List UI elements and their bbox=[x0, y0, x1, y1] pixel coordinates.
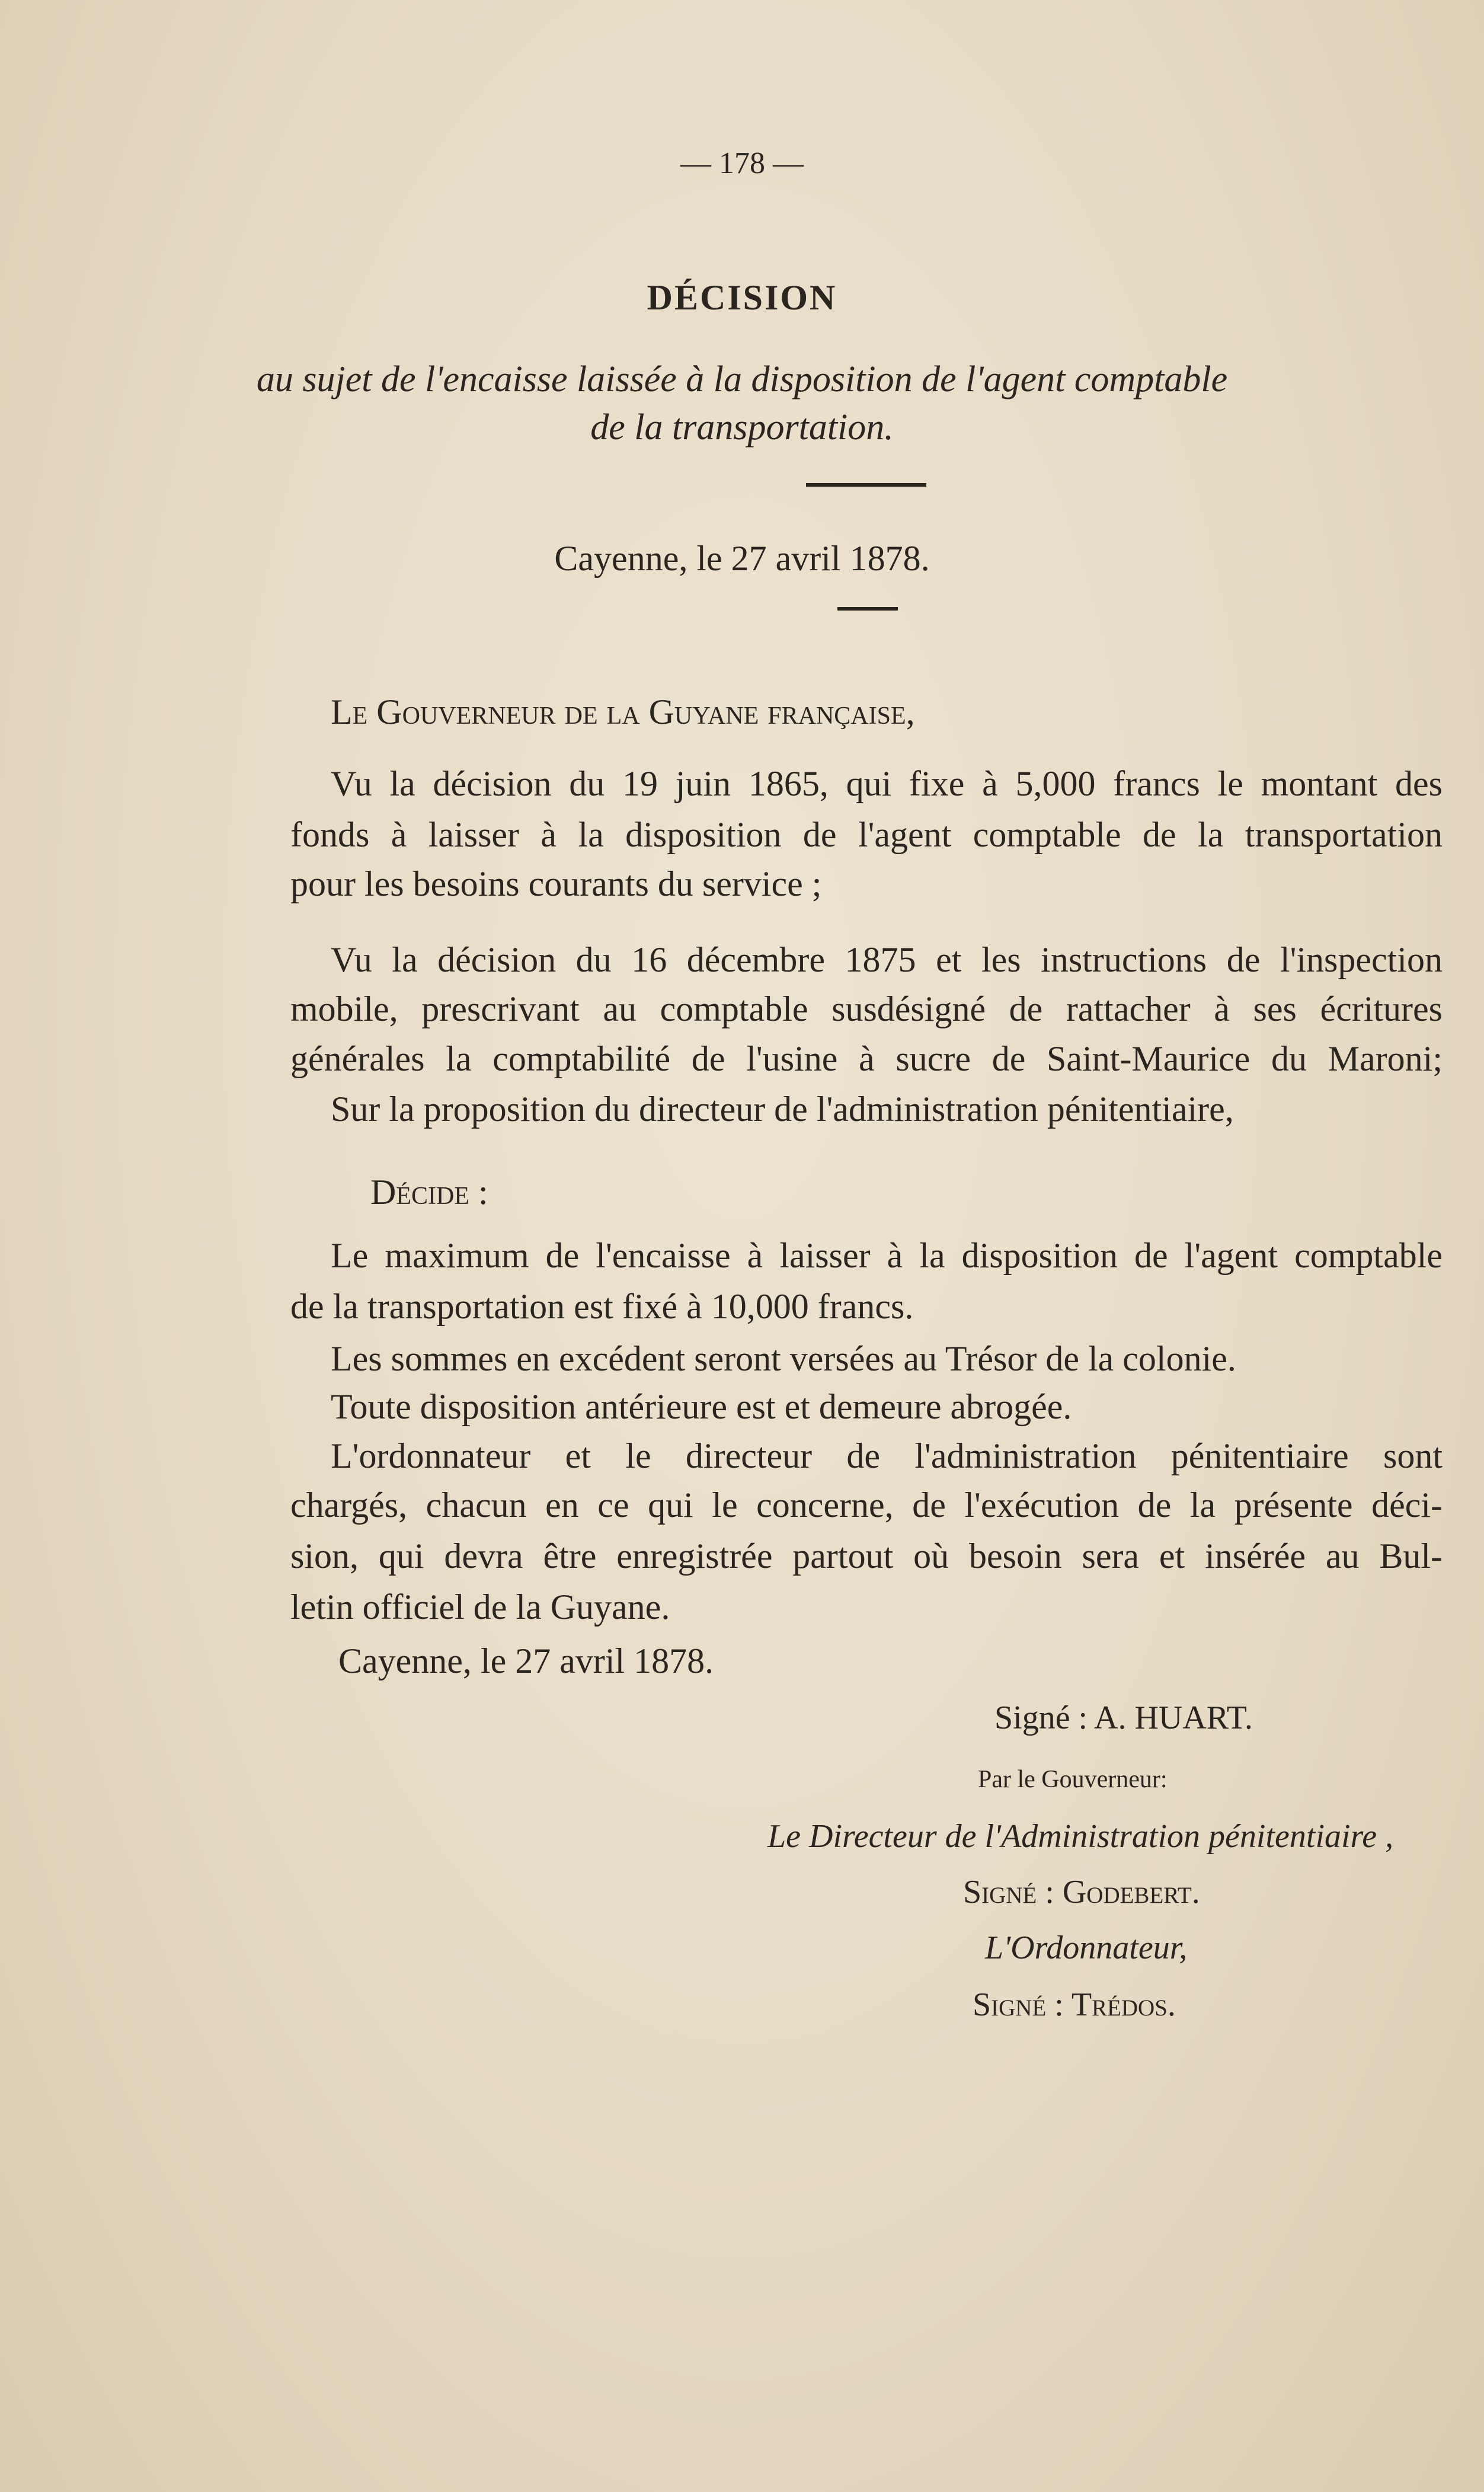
paragraph-line: mobile, prescrivant au comptable susdésigné de rattacher à ses écritures bbox=[290, 989, 1443, 1028]
page-number: — 178 — bbox=[680, 146, 804, 180]
paragraph-line: fonds à laisser à la disposition de l'agent comptable de la transportation bbox=[290, 815, 1443, 854]
subtitle-line: de la transportation. bbox=[590, 407, 894, 448]
paragraph-line: générales la comptabilité de l'usine à sucre de Saint-Maurice du Maroni; bbox=[290, 1039, 1443, 1078]
signature-governor: Signé : A. HUART. bbox=[994, 1699, 1253, 1736]
closing-date: Cayenne, le 27 avril 1878. bbox=[338, 1641, 714, 1680]
paragraph-line: letin officiel de la Guyane. bbox=[290, 1587, 670, 1627]
paragraph-line: Sur la proposition du directeur de l'administration pénitentiaire, bbox=[331, 1090, 1234, 1129]
by-order-label: Par le Gouverneur: bbox=[978, 1766, 1168, 1793]
paragraph-line: de la transportation est fixé à 10,000 francs. bbox=[290, 1287, 914, 1326]
paragraph-line: Toute disposition antérieure est et demeure abrogée. bbox=[331, 1387, 1072, 1426]
paragraph-line: sion, qui devra être enregistrée partout où besoin sera et insérée au Bul- bbox=[290, 1536, 1443, 1576]
paragraph-line: Vu la décision du 19 juin 1865, qui fixe à 5,000 francs le montant des bbox=[331, 764, 1443, 803]
divider bbox=[806, 483, 926, 487]
paragraph-line: Vu la décision du 16 décembre 1875 et les instructions de l'inspection bbox=[331, 940, 1443, 979]
dateline: Cayenne, le 27 avril 1878. bbox=[554, 539, 930, 578]
director-title: Le Directeur de l'Administration pénitentiaire , bbox=[767, 1818, 1394, 1855]
divider bbox=[837, 607, 898, 611]
paragraph-line: L'ordonnateur et le directeur de l'administration pénitentiaire sont bbox=[331, 1436, 1443, 1475]
document-title: DÉCISION bbox=[647, 278, 837, 317]
paragraph-line: Le maximum de l'encaisse à laisser à la disposition de l'agent comptable bbox=[331, 1236, 1443, 1275]
decide-heading: Décide : bbox=[370, 1172, 488, 1212]
paragraph-line: chargés, chacun en ce qui le concerne, de l'exécution de la présente déci- bbox=[290, 1485, 1443, 1525]
paragraph-line: Les sommes en excédent seront versées au Trésor de la colonie. bbox=[331, 1339, 1236, 1378]
paragraph-line: pour les besoins courants du service ; bbox=[290, 864, 822, 903]
signature-director-text: Signé : Godebert. bbox=[963, 1874, 1200, 1910]
ordonnateur-title: L'Ordonnateur, bbox=[985, 1929, 1188, 1966]
signature-director bbox=[963, 1873, 1200, 1911]
signature-ordonnateur: Signé : Trédos. bbox=[973, 1986, 1176, 2023]
addressee: Le Gouverneur de la Guyane française, bbox=[331, 692, 915, 731]
subtitle-line: au sujet de l'encaisse laissée à la disposition de l'agent comptable bbox=[256, 359, 1228, 400]
